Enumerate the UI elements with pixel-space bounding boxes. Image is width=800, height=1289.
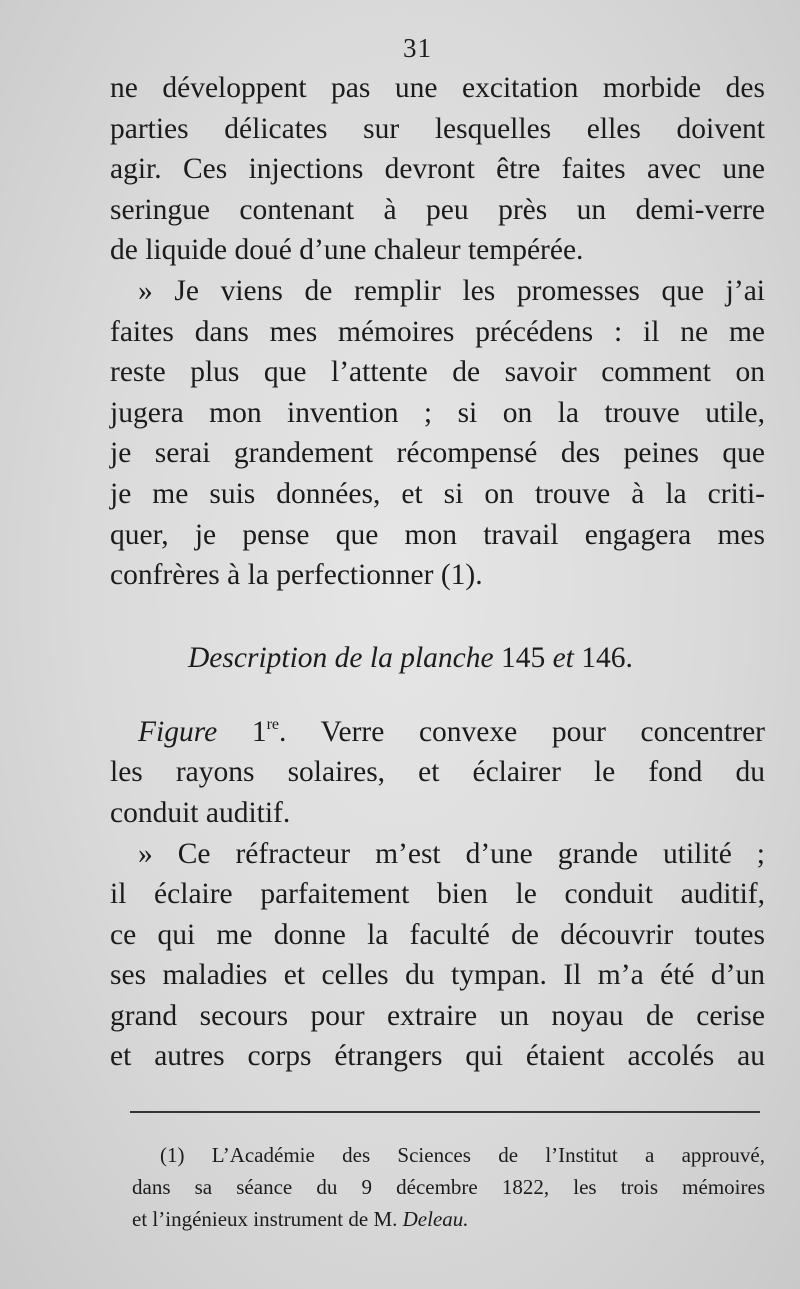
text-line: jugera mon invention ; si on la trouve utile,	[110, 396, 765, 429]
heading-conjunction: et	[552, 641, 574, 674]
text-line: confrères à la perfectionner (1).	[110, 559, 483, 592]
book-page	[110, 28, 765, 1235]
footnote-author: Deleau.	[402, 1207, 469, 1232]
paragraph-3	[110, 834, 765, 1078]
text-line: seringue contenant à peu près un demi-verre	[110, 193, 765, 226]
paragraph-1	[110, 68, 765, 271]
footnote-line: dans sa séance du 9 décembre 1822, les trois mémoires	[132, 1175, 765, 1200]
section-heading	[110, 638, 765, 678]
footnote-line: (1) L’Académie des Sciences de l’Institut a approuvé,	[160, 1143, 765, 1168]
page-number: 31	[403, 33, 432, 63]
figure-number-suffix: re	[266, 715, 280, 733]
text-line: je me suis données, et si on trouve à la criti-	[110, 477, 765, 510]
text-line: de liquide doué d’une chaleur tempérée.	[110, 234, 584, 267]
text-line: grand secours pour extraire un noyau de cerise	[110, 999, 765, 1032]
figure-number: 1	[251, 715, 267, 748]
text-line: je serai grandement récompensé des peines que	[110, 437, 765, 470]
text-line: » Je viens de remplir les promesses que j’ai	[138, 274, 765, 307]
heading-title: Description de la planche	[188, 641, 494, 674]
footnote-divider	[130, 1111, 760, 1113]
heading-number: 146.	[581, 641, 633, 674]
paragraph-2	[110, 271, 765, 596]
figure-description	[110, 712, 765, 834]
text-line: les rayons solaires, et éclairer le fond du	[110, 756, 765, 789]
figure-caption: . Verre convexe pour concentrer	[279, 715, 765, 748]
text-line: faites dans mes mémoires précédens : il ne me	[110, 315, 765, 348]
text-line: » Ce réfracteur m’est d’une grande utilité ;	[138, 837, 765, 870]
text-line: conduit auditif.	[110, 796, 291, 829]
footnote	[110, 1139, 765, 1235]
text-line: ne développent pas une excitation morbide des	[110, 72, 765, 104]
text-line: parties délicates sur lesquelles elles doivent	[110, 112, 765, 145]
text-line: ses maladies et celles du tympan. Il m’a été d’un	[110, 959, 765, 992]
footnote-line	[132, 1203, 765, 1235]
text-line: quer, je pense que mon travail engagera mes	[110, 518, 765, 551]
figure-line	[110, 712, 765, 753]
text-line: ce qui me donne la faculté de découvrir toutes	[110, 918, 765, 951]
text-line: reste plus que l’attente de savoir comment on	[110, 356, 765, 389]
text-line: agir. Ces injections devront être faites avec une	[110, 153, 765, 186]
text-line: et autres corps étrangers qui étaient accolés au	[110, 1040, 765, 1073]
footnote-text: et l’ingénieux instrument de M.	[132, 1207, 398, 1232]
figure-label: Figure	[138, 715, 218, 748]
heading-number: 145	[500, 641, 546, 674]
text-line: il éclaire parfaitement bien le conduit auditif,	[110, 878, 765, 911]
